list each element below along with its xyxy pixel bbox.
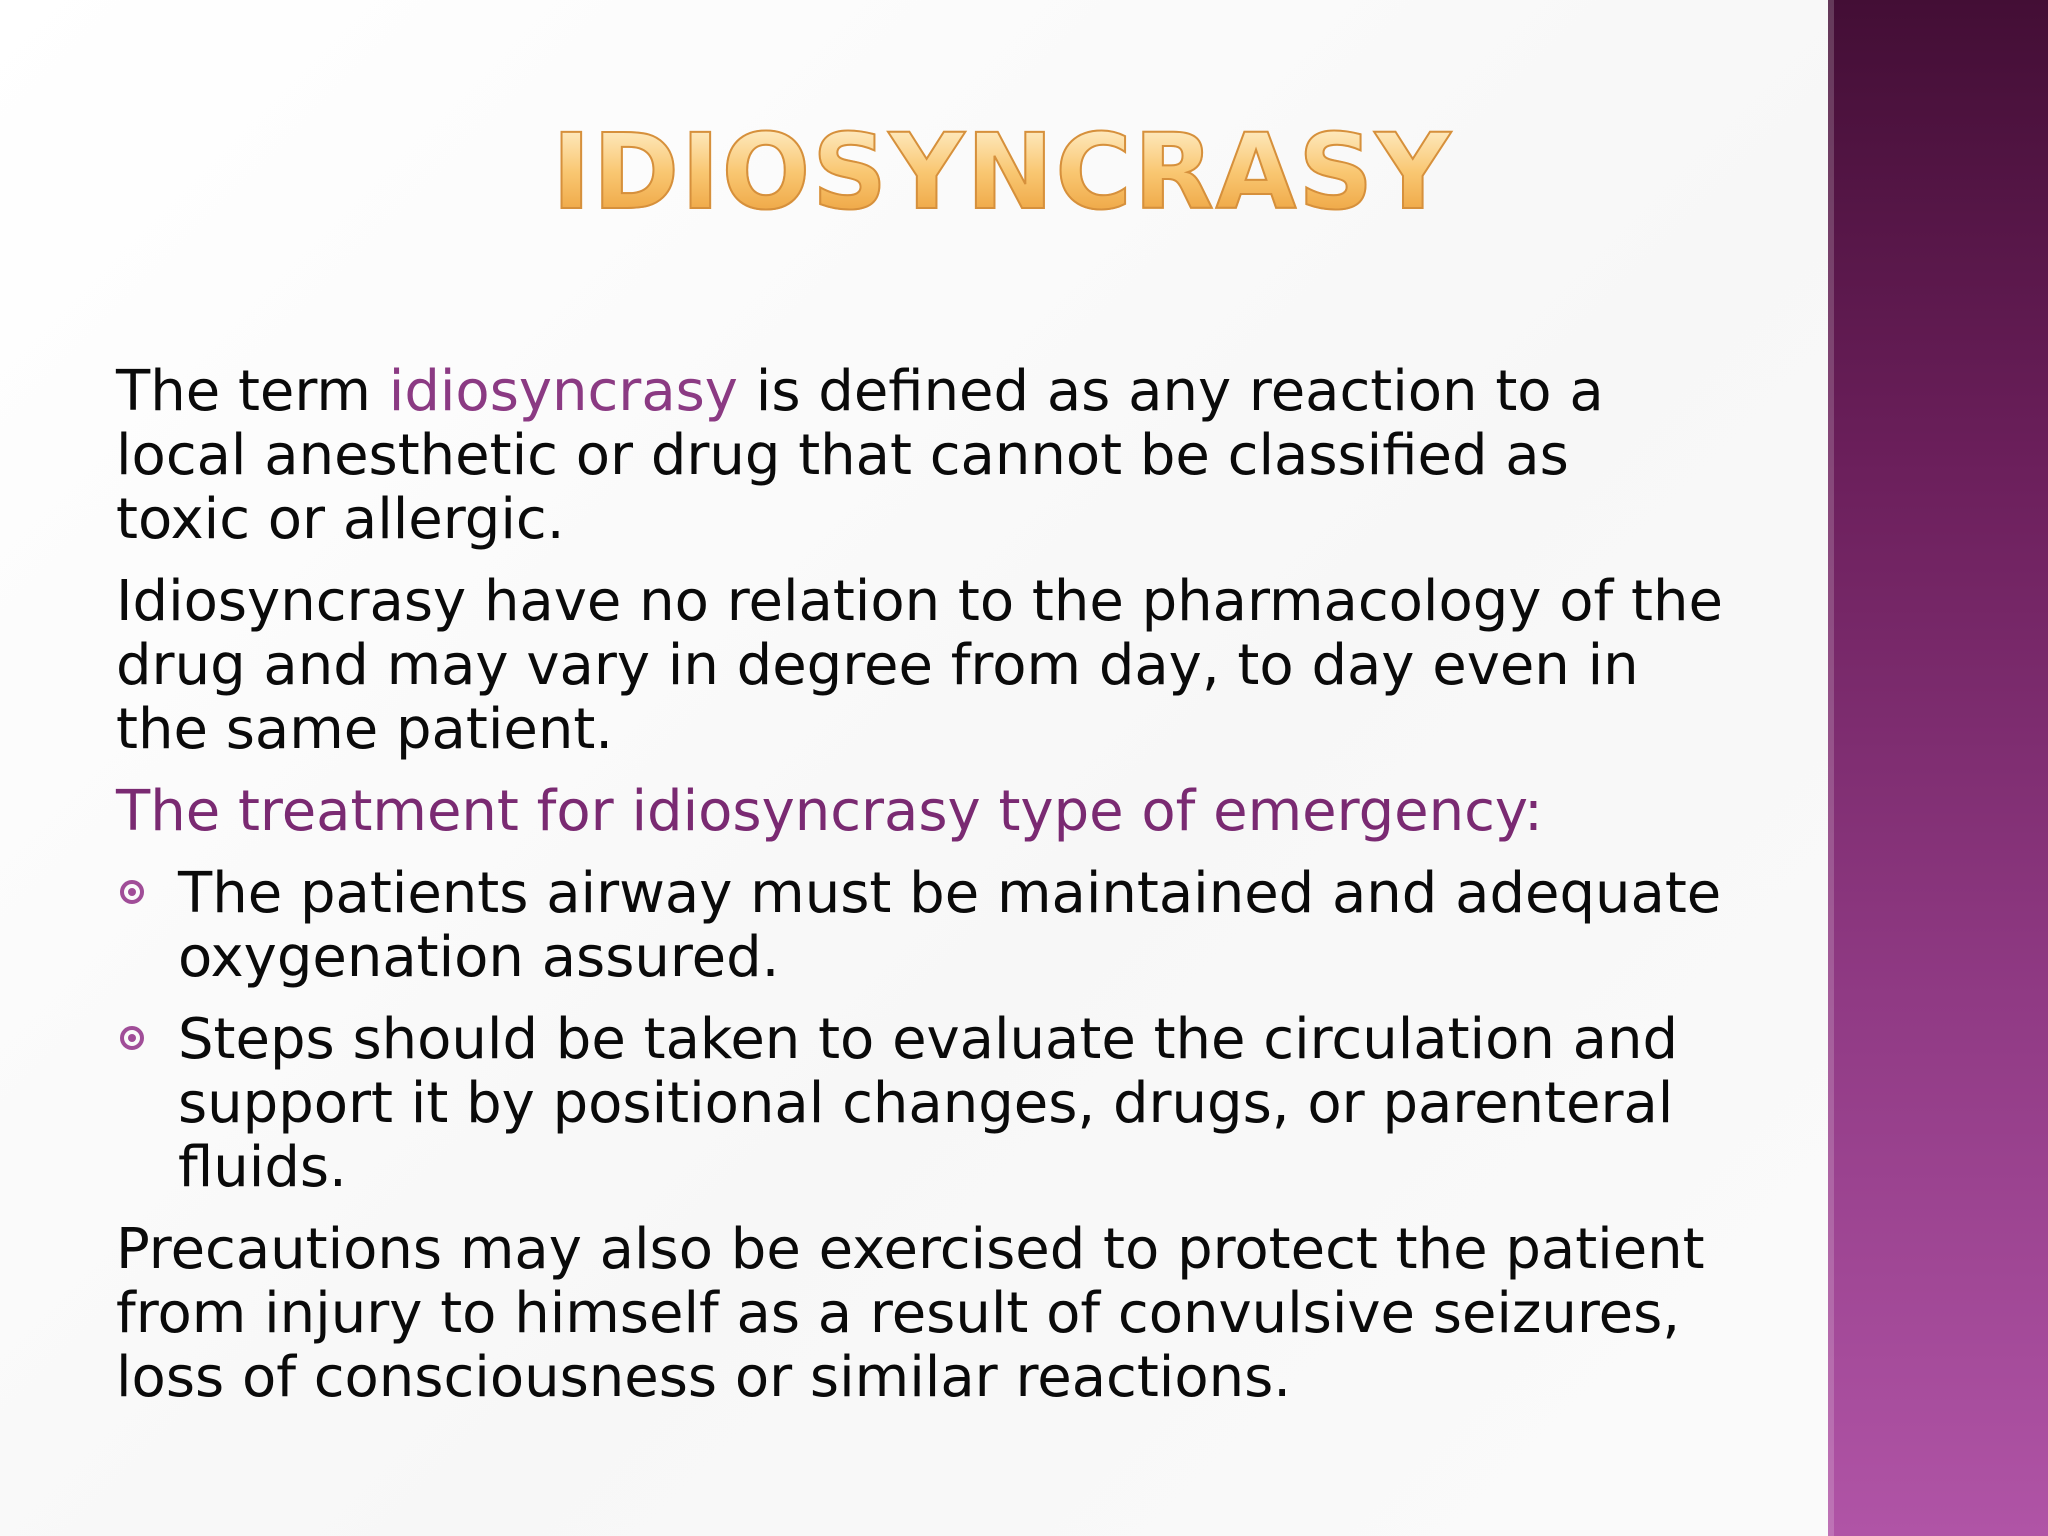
bullet-airway-line-1: The patients airway must be maintained and adequate xyxy=(178,861,1722,926)
bullet-item-circulation xyxy=(116,1008,1906,1200)
pharmacology-line-2: drug and may vary in degree from day, to day even in xyxy=(116,633,1639,698)
definition-line-1-rest: is defined as any reaction to a xyxy=(737,359,1604,424)
definition-line-3: toxic or allergic. xyxy=(116,487,565,552)
bullet-circulation-line-1: Steps should be taken to evaluate the circulation and xyxy=(178,1007,1678,1072)
bullet-circulation-line-3: fluids. xyxy=(178,1135,347,1200)
definition-line-1 xyxy=(116,359,1906,424)
definition-line-2: local anesthetic or drug that cannot be classified as xyxy=(116,423,1569,488)
pharmacology-line-3: the same patient. xyxy=(116,697,614,762)
treatment-heading: The treatment for idiosyncrasy type of emergency: xyxy=(116,779,1543,844)
bullet-item-airway xyxy=(116,862,1906,990)
definition-prefix: The term xyxy=(116,359,389,424)
slide-title: IDIOSYNCRASY xyxy=(552,111,1453,233)
pharmacology-paragraph xyxy=(116,570,1906,762)
idiosyncrasy-highlight: idiosyncrasy xyxy=(388,359,738,424)
precautions-line-1: Precautions may also be exercised to protect the patient xyxy=(116,1217,1705,1282)
precautions-paragraph xyxy=(116,1218,1906,1410)
pharmacology-line-1: Idiosyncrasy have no relation to the pharmacology of the xyxy=(116,569,1723,634)
slide-body xyxy=(116,360,1906,1428)
bullet-airway-line-2: oxygenation assured. xyxy=(178,925,780,990)
bullet-circulation-line-2: support it by positional changes, drugs, or parenteral xyxy=(178,1071,1674,1136)
circle-dot-bullet-icon xyxy=(120,880,144,904)
circle-dot-bullet-icon xyxy=(120,1026,144,1050)
precautions-line-3: loss of consciousness or similar reactions. xyxy=(116,1345,1292,1410)
precautions-line-2: from injury to himself as a result of convulsive seizures, xyxy=(116,1281,1681,1346)
decorative-sidebar xyxy=(1828,0,2048,1536)
definition-paragraph xyxy=(116,360,1906,552)
